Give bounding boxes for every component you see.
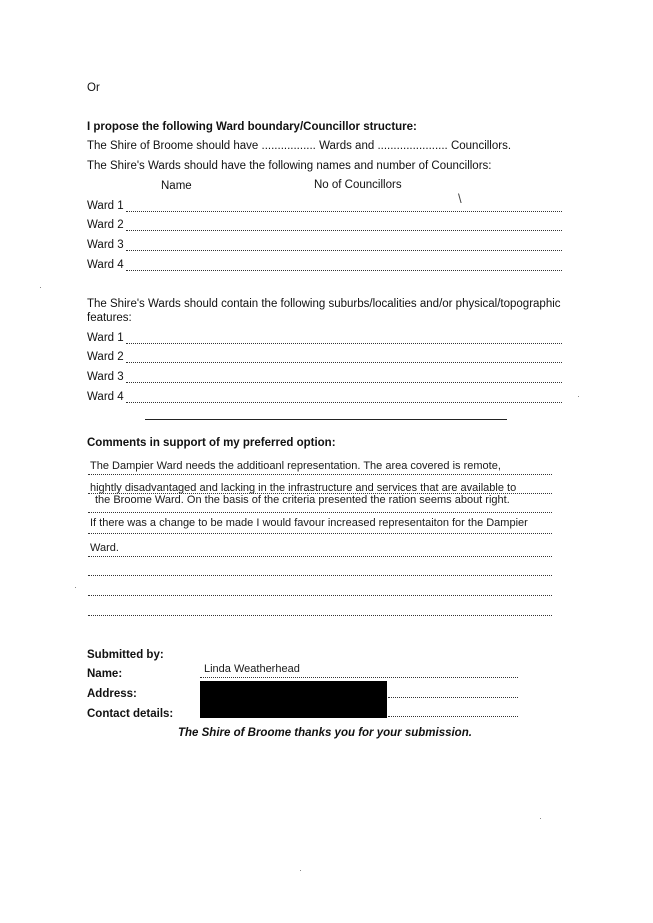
section-divider — [145, 419, 507, 420]
scan-speck — [75, 587, 76, 588]
scan-speck — [40, 287, 41, 288]
column-name-header: Name — [161, 180, 192, 192]
name-value: Linda Weatherhead — [204, 663, 300, 675]
scan-speck — [540, 818, 541, 819]
tick-mark: \ — [458, 191, 462, 206]
ward-label: Ward 1 — [87, 200, 124, 212]
wards-councillors-line — [87, 140, 511, 152]
contact-details-label: Contact details: — [87, 708, 174, 720]
ward-4-name-field[interactable] — [126, 270, 562, 271]
address-label: Address: — [87, 688, 137, 700]
scan-speck — [300, 870, 301, 871]
address-field[interactable] — [388, 697, 518, 698]
ward-1-features-field[interactable] — [126, 343, 562, 344]
comment-rule — [88, 474, 552, 475]
name-label: Name: — [87, 668, 123, 680]
wards-names-instruction: The Shire's Wards should have the following names and number of Councillors: — [87, 160, 492, 172]
ward-label: Ward 4 — [87, 259, 124, 271]
ward-label: Ward 1 — [87, 332, 124, 344]
scan-speck — [578, 396, 579, 397]
ward-3-name-field[interactable] — [126, 250, 562, 251]
comment-blank-line[interactable] — [88, 595, 552, 596]
councillors-count-field[interactable]: ...................... — [377, 140, 448, 152]
features-intro-line2: features: — [87, 312, 132, 324]
comment-line: Ward. — [90, 542, 119, 554]
ward-label: Ward 2 — [87, 351, 124, 363]
ward-label: Ward 4 — [87, 391, 124, 403]
thank-you-note: The Shire of Broome thanks you for your submission. — [178, 727, 472, 739]
name-field[interactable] — [200, 677, 518, 678]
ward-label: Ward 3 — [87, 239, 124, 251]
comment-line: If there was a change to be made I would favour increased representaiton for the Dampier — [90, 517, 528, 529]
line1-suffix: Councillors. — [450, 140, 512, 152]
proposal-heading: I propose the following Ward boundary/Councillor structure: — [87, 121, 417, 133]
ward-2-name-field[interactable] — [126, 230, 562, 231]
comment-blank-line[interactable] — [88, 615, 552, 616]
ward-4-features-field[interactable] — [126, 402, 562, 403]
comments-heading: Comments in support of my preferred option: — [87, 437, 336, 449]
ward-3-features-field[interactable] — [126, 382, 562, 383]
comment-rule — [88, 556, 552, 557]
redaction-block — [200, 681, 387, 718]
contact-details-field[interactable] — [388, 716, 518, 717]
ward-2-features-field[interactable] — [126, 362, 562, 363]
submitted-by-heading: Submitted by: — [87, 649, 164, 661]
ward-label: Ward 2 — [87, 219, 124, 231]
or-label: Or — [87, 82, 100, 94]
features-intro-line1: The Shire's Wards should contain the following suburbs/localities and/or physical/topographic — [87, 298, 561, 310]
comment-rule — [88, 512, 552, 513]
ward-1-name-field[interactable] — [126, 211, 562, 212]
line1-middle: Wards and — [319, 140, 375, 152]
comment-blank-line[interactable] — [88, 575, 552, 576]
line1-prefix: The Shire of Broome should have — [87, 140, 259, 152]
comment-line: hightly disadvantaged and lacking in the infrastructure and services that are available to — [90, 482, 517, 494]
comment-line: the Broome Ward. On the basis of the criteria presented the ration seems about right. — [95, 494, 510, 506]
comment-line: The Dampier Ward needs the additioanl representation. The area covered is remote, — [90, 460, 501, 472]
column-councillors-header: No of Councillors — [314, 179, 402, 191]
ward-label: Ward 3 — [87, 371, 124, 383]
wards-count-field[interactable]: ................. — [261, 140, 316, 152]
comment-rule — [88, 533, 552, 534]
